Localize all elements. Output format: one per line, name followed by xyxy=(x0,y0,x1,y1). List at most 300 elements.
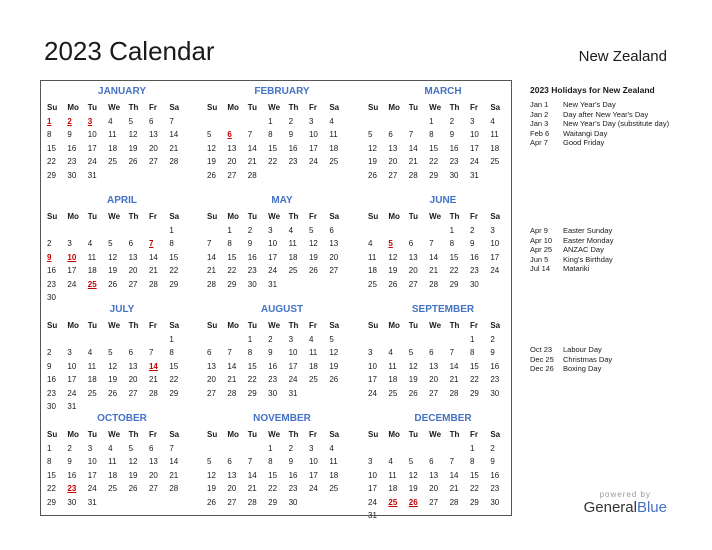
day-cell: 7 xyxy=(429,239,434,248)
day-cell: 25 xyxy=(87,388,97,398)
day-cell: 30 xyxy=(449,170,459,180)
day-cell: 16 xyxy=(490,361,500,371)
day-cell: 26 xyxy=(108,279,118,289)
holiday-list-title: 2023 Holidays for New Zealand xyxy=(530,85,655,95)
holiday-date: Apr 10 xyxy=(530,235,553,245)
weekday-header: Tu xyxy=(408,212,418,221)
weekday-header: Tu xyxy=(87,212,97,221)
day-cell: 4 xyxy=(87,239,93,248)
day-cell: 17 xyxy=(268,252,278,262)
day-cell: 16 xyxy=(449,143,459,153)
holiday-date: Dec 26 xyxy=(530,364,554,373)
holiday-name: Boxing Day xyxy=(563,364,602,373)
weekday-header: Tu xyxy=(408,321,418,330)
day-cell: 19 xyxy=(108,266,118,275)
month-july xyxy=(47,303,197,414)
day-cell: 19 xyxy=(408,484,418,493)
weekday-header: Th xyxy=(449,430,460,439)
day-cell: 6 xyxy=(429,457,434,466)
weekday-header: Mo xyxy=(67,321,79,330)
weekday-header: Th xyxy=(288,103,299,112)
day-cell: 3 xyxy=(308,443,314,453)
day-cell: 24 xyxy=(368,388,377,398)
day-cell: 26 xyxy=(408,388,418,398)
day-cell: 22 xyxy=(469,375,479,384)
weekday-header: Su xyxy=(207,103,218,112)
day-cell: 22 xyxy=(47,484,56,493)
day-cell: 24 xyxy=(368,497,377,507)
weekday-header: Su xyxy=(368,430,379,439)
holiday-date: Apr 9 xyxy=(530,226,548,235)
day-cell: 2 xyxy=(490,443,495,453)
empty-cell xyxy=(129,224,149,238)
day-cell: 28 xyxy=(449,388,459,398)
day-cell: 14 xyxy=(169,130,179,139)
day-cell: 21 xyxy=(247,484,257,493)
day-cell: 3 xyxy=(67,239,72,248)
day-cell: 26 xyxy=(207,497,216,507)
day-cell: 23 xyxy=(247,266,257,275)
weekday-header: We xyxy=(108,321,121,330)
holiday-group xyxy=(530,226,690,274)
day-cell: 28 xyxy=(247,497,257,507)
day-cell: 5 xyxy=(108,239,113,248)
empty-cell xyxy=(207,333,227,347)
weekday-header: We xyxy=(108,430,121,439)
day-cell: 30 xyxy=(47,293,56,302)
day-cell: 16 xyxy=(288,470,298,480)
day-cell: 28 xyxy=(227,388,237,398)
month-name: JANUARY xyxy=(98,86,146,97)
empty-cell xyxy=(149,333,169,347)
weekday-header: Mo xyxy=(67,430,79,439)
weekday-header: Sa xyxy=(329,430,340,439)
day-cell: 23 xyxy=(67,157,77,166)
day-cell: 21 xyxy=(148,266,158,275)
day-cell: 27 xyxy=(329,266,339,275)
day-cell: 16 xyxy=(469,252,479,262)
weekday-header: Sa xyxy=(490,212,501,221)
day-cell: 30 xyxy=(67,497,77,507)
day-cell: 8 xyxy=(268,130,273,139)
day-cell: 23 xyxy=(490,375,500,384)
day-cell: 18 xyxy=(329,143,339,153)
day-cell: 28 xyxy=(169,484,179,493)
day-cell: 15 xyxy=(47,470,56,480)
day-cell: 25 xyxy=(288,266,298,275)
day-cell: 5 xyxy=(108,348,113,357)
empty-cell xyxy=(47,333,67,347)
day-cell: 13 xyxy=(148,130,158,139)
weekday-header: Su xyxy=(207,321,218,330)
day-cell: 2 xyxy=(469,225,475,235)
day-cell: 7 xyxy=(247,457,253,466)
day-cell: 19 xyxy=(329,361,339,371)
day-cell: 12 xyxy=(408,361,418,371)
weekday-header: Tu xyxy=(408,430,418,439)
day-cell: 16 xyxy=(268,361,278,371)
day-cell: 3 xyxy=(490,225,495,235)
day-cell: 20 xyxy=(227,157,237,166)
month-name: MAY xyxy=(271,195,293,206)
day-cell: 5 xyxy=(368,130,373,139)
day-cell: 2 xyxy=(490,334,495,344)
day-cell: 16 xyxy=(490,470,500,480)
day-cell: 5 xyxy=(207,457,212,466)
empty-cell xyxy=(227,333,247,347)
day-cell: 4 xyxy=(87,348,93,357)
day-cell: 12 xyxy=(108,252,118,262)
day-cell: 18 xyxy=(388,375,398,384)
day-cell: 25 xyxy=(329,484,339,493)
day-cell: 27 xyxy=(128,279,138,289)
month-name: APRIL xyxy=(107,195,137,206)
holiday-row xyxy=(530,364,690,374)
day-cell: 25 xyxy=(308,375,318,384)
day-cell: 26 xyxy=(108,388,118,398)
day-cell: 11 xyxy=(329,457,338,466)
day-cell: 1 xyxy=(268,443,273,453)
holiday-date: Jun 5 xyxy=(530,254,549,264)
holiday-row xyxy=(530,255,690,265)
holiday-day-cell: 6 xyxy=(227,130,232,139)
day-cell: 18 xyxy=(329,470,339,480)
day-cell: 14 xyxy=(247,143,257,153)
holiday-date: Dec 25 xyxy=(530,354,554,364)
day-cell: 15 xyxy=(227,252,237,262)
day-cell: 21 xyxy=(429,266,439,275)
holiday-row xyxy=(530,119,690,129)
day-cell: 4 xyxy=(108,116,113,126)
weekday-header: Su xyxy=(368,212,379,221)
day-cell: 21 xyxy=(169,470,179,480)
day-cell: 31 xyxy=(87,170,97,180)
holiday-day-cell: 7 xyxy=(148,239,154,248)
weekday-header: Tu xyxy=(247,321,257,330)
day-cell: 8 xyxy=(469,457,475,466)
day-cell: 10 xyxy=(368,470,377,480)
weekday-header: We xyxy=(268,321,281,330)
day-cell: 24 xyxy=(469,157,479,166)
day-cell: 5 xyxy=(207,130,212,139)
month-name: FEBRUARY xyxy=(254,86,310,97)
day-cell: 9 xyxy=(449,130,455,139)
day-cell: 23 xyxy=(490,484,500,493)
day-cell: 10 xyxy=(308,130,318,139)
weekday-header: Sa xyxy=(329,103,340,112)
day-cell: 14 xyxy=(169,457,179,466)
day-cell: 31 xyxy=(288,388,298,398)
day-cell: 13 xyxy=(128,252,138,262)
day-cell: 29 xyxy=(47,497,56,507)
day-cell: 16 xyxy=(47,375,56,384)
day-cell: 22 xyxy=(429,157,439,166)
weekday-header: Mo xyxy=(67,103,79,112)
day-cell: 16 xyxy=(288,143,298,153)
holiday-row xyxy=(530,129,690,139)
weekday-header: Fr xyxy=(308,430,317,439)
day-cell: 27 xyxy=(429,388,439,398)
day-cell: 23 xyxy=(288,484,298,493)
day-cell: 27 xyxy=(429,497,439,507)
holiday-name: Matariki xyxy=(563,264,590,273)
empty-cell xyxy=(88,333,108,347)
day-cell: 17 xyxy=(308,470,318,480)
month-september xyxy=(368,303,518,400)
day-cell: 1 xyxy=(469,443,475,453)
day-cell: 14 xyxy=(207,252,216,262)
day-cell: 26 xyxy=(308,266,318,275)
day-cell: 29 xyxy=(227,279,237,289)
day-cell: 20 xyxy=(429,375,439,384)
empty-cell xyxy=(429,442,449,456)
day-cell: 11 xyxy=(388,470,397,480)
brand-general: General xyxy=(583,499,637,516)
holiday-date: Jan 1 xyxy=(530,100,549,109)
day-cell: 19 xyxy=(408,375,418,384)
day-cell: 24 xyxy=(87,484,97,493)
month-name: OCTOBER xyxy=(97,413,147,424)
holiday-name: New Year's Day (substitute day) xyxy=(563,119,670,128)
day-cell: 13 xyxy=(227,470,237,480)
day-cell: 25 xyxy=(108,157,118,166)
month-may xyxy=(207,194,357,291)
holiday-row xyxy=(530,236,690,246)
day-cell: 17 xyxy=(308,143,318,153)
day-cell: 12 xyxy=(368,143,377,153)
month-april xyxy=(47,194,197,305)
day-cell: 19 xyxy=(207,157,216,166)
country-label: New Zealand xyxy=(578,48,667,65)
day-cell: 17 xyxy=(67,266,77,275)
day-cell: 4 xyxy=(490,116,495,126)
day-cell: 15 xyxy=(247,361,257,371)
weekday-header: Th xyxy=(449,103,460,112)
holiday-day-cell: 9 xyxy=(47,252,52,262)
day-cell: 1 xyxy=(449,225,455,235)
holiday-date: Jan 2 xyxy=(530,109,549,119)
holiday-day-cell: 2 xyxy=(67,116,72,126)
weekday-header: Su xyxy=(207,430,218,439)
brand-blue: Blue xyxy=(636,499,667,516)
day-cell: 11 xyxy=(490,130,499,139)
day-cell: 8 xyxy=(268,457,273,466)
holiday-group xyxy=(530,100,690,148)
day-cell: 24 xyxy=(288,375,298,384)
day-cell: 21 xyxy=(169,143,179,153)
day-cell: 2 xyxy=(288,443,294,453)
day-cell: 10 xyxy=(368,361,377,371)
weekday-header: Sa xyxy=(169,321,180,330)
weekday-header: Sa xyxy=(490,430,501,439)
weekday-header: Fr xyxy=(148,430,157,439)
day-cell: 15 xyxy=(429,143,439,153)
day-cell: 12 xyxy=(329,348,339,357)
day-cell: 18 xyxy=(288,252,298,262)
day-cell: 15 xyxy=(169,252,179,262)
empty-cell xyxy=(409,442,429,456)
empty-cell xyxy=(227,442,247,456)
day-cell: 5 xyxy=(128,116,134,126)
weekday-header: Sa xyxy=(490,321,501,330)
day-cell: 27 xyxy=(408,279,418,289)
day-cell: 28 xyxy=(408,170,418,180)
day-cell: 11 xyxy=(308,348,318,357)
empty-cell xyxy=(207,224,227,238)
day-cell: 13 xyxy=(429,470,439,480)
calendar-grid xyxy=(40,80,512,520)
day-cell: 14 xyxy=(429,252,439,262)
day-cell: 7 xyxy=(169,116,174,126)
weekday-header: Sa xyxy=(169,212,180,221)
empty-cell xyxy=(388,224,408,238)
weekday-header: Su xyxy=(47,321,58,330)
holiday-row xyxy=(530,110,690,120)
empty-cell xyxy=(108,224,128,238)
holiday-row xyxy=(530,355,690,365)
day-cell: 7 xyxy=(408,130,414,139)
day-cell: 11 xyxy=(87,252,97,262)
weekday-header: Tu xyxy=(247,430,257,439)
day-cell: 18 xyxy=(388,484,398,493)
weekday-header: Tu xyxy=(87,103,97,112)
month-june xyxy=(368,194,518,291)
day-cell: 23 xyxy=(469,266,479,275)
day-cell: 10 xyxy=(288,348,298,357)
day-cell: 22 xyxy=(247,375,257,384)
holiday-name: ANZAC Day xyxy=(563,245,604,254)
weekday-header: Fr xyxy=(308,103,317,112)
day-cell: 22 xyxy=(268,484,278,493)
holiday-row xyxy=(530,245,690,255)
day-cell: 4 xyxy=(308,334,314,344)
day-cell: 11 xyxy=(329,130,338,139)
day-cell: 2 xyxy=(67,443,72,453)
day-cell: 2 xyxy=(47,348,52,357)
day-cell: 29 xyxy=(469,388,479,398)
page-title: 2023 Calendar xyxy=(44,36,215,66)
day-cell: 30 xyxy=(67,170,77,180)
day-cell: 30 xyxy=(490,497,500,507)
day-cell: 9 xyxy=(288,457,294,466)
day-cell: 22 xyxy=(469,484,479,493)
empty-cell xyxy=(67,333,87,347)
empty-cell xyxy=(388,333,408,347)
day-cell: 1 xyxy=(247,334,253,344)
day-cell: 8 xyxy=(449,239,455,248)
empty-cell xyxy=(368,442,388,456)
weekday-header: We xyxy=(268,430,281,439)
day-cell: 13 xyxy=(408,252,418,262)
weekday-header: Fr xyxy=(148,212,157,221)
day-cell: 22 xyxy=(227,266,237,275)
day-cell: 2 xyxy=(247,225,253,235)
day-cell: 9 xyxy=(67,130,72,139)
day-cell: 7 xyxy=(207,239,212,248)
day-cell: 10 xyxy=(490,239,500,248)
day-cell: 26 xyxy=(128,484,138,493)
day-cell: 30 xyxy=(469,279,479,289)
day-cell: 27 xyxy=(148,157,158,166)
weekday-header: Mo xyxy=(388,430,400,439)
holiday-day-cell: 10 xyxy=(67,252,77,262)
day-cell: 9 xyxy=(67,457,72,466)
empty-cell xyxy=(67,224,87,238)
day-cell: 5 xyxy=(308,225,314,235)
day-cell: 3 xyxy=(308,116,314,126)
day-cell: 17 xyxy=(368,375,377,384)
day-cell: 2 xyxy=(47,239,52,248)
day-cell: 30 xyxy=(490,388,500,398)
month-november xyxy=(207,412,357,509)
weekday-header: Th xyxy=(449,212,460,221)
day-cell: 23 xyxy=(449,157,459,166)
day-cell: 20 xyxy=(408,266,418,275)
day-cell: 18 xyxy=(308,361,318,371)
weekday-header: Mo xyxy=(388,103,400,112)
day-cell: 8 xyxy=(169,348,174,357)
holiday-date: Feb 6 xyxy=(530,128,550,138)
day-cell: 25 xyxy=(388,388,398,398)
day-cell: 27 xyxy=(128,388,138,398)
weekday-header: Th xyxy=(128,103,139,112)
weekday-header: Th xyxy=(128,212,139,221)
weekday-header: Tu xyxy=(408,103,418,112)
day-cell: 6 xyxy=(128,348,134,357)
day-cell: 15 xyxy=(47,143,56,153)
weekday-header: Su xyxy=(47,212,58,221)
weekday-header: Sa xyxy=(169,103,180,112)
month-october xyxy=(47,412,197,509)
day-cell: 7 xyxy=(449,457,455,466)
weekday-header: Th xyxy=(128,430,139,439)
day-cell: 24 xyxy=(308,157,318,166)
day-cell: 10 xyxy=(87,130,97,139)
weekday-header: Fr xyxy=(308,212,317,221)
month-december xyxy=(368,412,518,523)
weekday-header: We xyxy=(108,103,121,112)
day-cell: 28 xyxy=(247,170,257,180)
month-march xyxy=(368,85,518,182)
day-cell: 11 xyxy=(108,457,117,466)
day-cell: 27 xyxy=(148,484,158,493)
day-cell: 5 xyxy=(408,348,414,357)
day-cell: 10 xyxy=(268,239,278,248)
day-cell: 9 xyxy=(469,239,475,248)
brand-logo xyxy=(584,490,667,516)
day-cell: 22 xyxy=(449,266,459,275)
day-cell: 28 xyxy=(148,279,158,289)
holiday-list xyxy=(530,85,690,373)
day-cell: 13 xyxy=(388,143,398,153)
day-cell: 9 xyxy=(247,239,253,248)
day-cell: 2 xyxy=(288,116,294,126)
day-cell: 5 xyxy=(128,443,134,453)
day-cell: 27 xyxy=(388,170,398,180)
holiday-row xyxy=(530,138,690,148)
holiday-row xyxy=(530,100,690,110)
weekday-header: We xyxy=(429,103,442,112)
month-january xyxy=(47,85,197,182)
holiday-day-cell: 1 xyxy=(47,116,52,126)
day-cell: 30 xyxy=(268,388,278,398)
day-cell: 29 xyxy=(169,279,179,289)
holiday-row xyxy=(530,345,690,355)
weekday-header: We xyxy=(268,212,281,221)
empty-cell xyxy=(149,224,169,238)
day-cell: 24 xyxy=(67,388,77,398)
day-cell: 26 xyxy=(388,279,398,289)
